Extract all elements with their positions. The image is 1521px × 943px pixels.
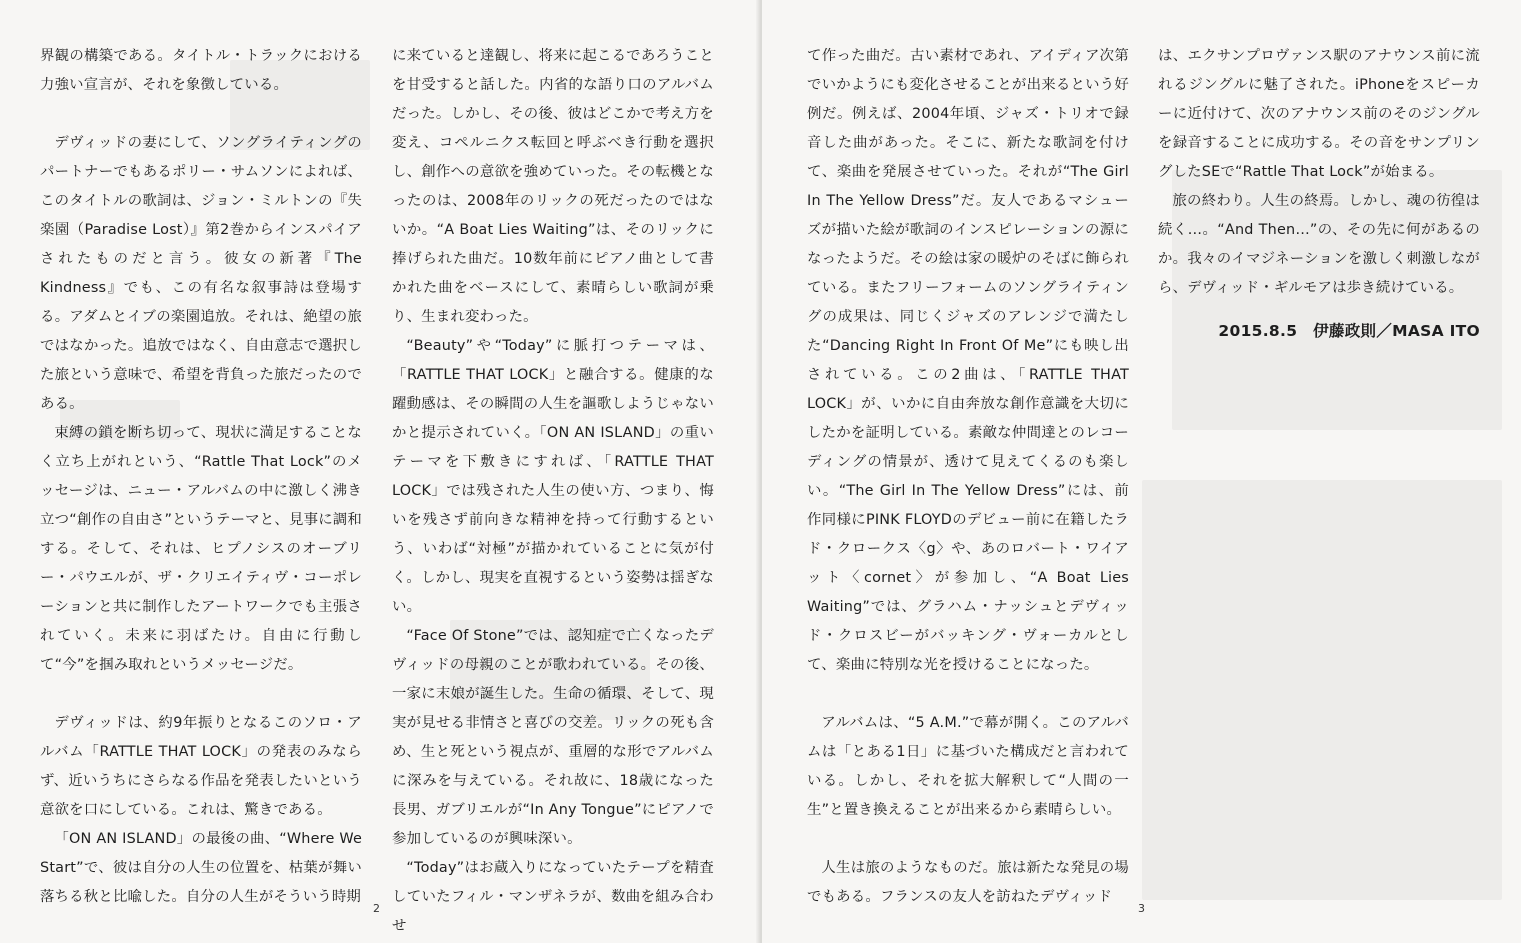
text-column-4: [1158, 42, 1480, 346]
paragraph: に来ていると達観し、将来に起こるであろうことを甘受すると話した。内省的な語り口のアルバムだった。しかし、その後、彼はどこかで考え方を変え、コペルニクス転回と呼ぶべき行動を選択し、創作への意欲を強めていった。その転機となったのは、2008年のリックの死だったのではないか。“A Boat Lies Waiting”は、そのリックに捧げられた曲だ。10数年前にピアノ曲として書かれた曲をベースにして、素晴らしい歌詞が乗り、生まれ変わった。: [392, 48, 714, 325]
text-column-1: [40, 42, 362, 912]
paragraph: “Today”はお蔵入りになっていたテープを精査していたフィル・マンザネラが、数曲を組み合わせ: [392, 860, 714, 934]
page-number: 3: [1138, 902, 1145, 915]
paragraph: “Beauty”や“Today”に脈打つテーマは、「RATTLE THAT LOCK」と融合する。健康的な躍動感は、その瞬間の人生を謳歌しようじゃないかと提示されていく。「ON AN ISLAND」の重いテーマを下敷きにすれば、「RATTLE THAT LOCK」では残された人生の使い方、つまり、悔いを残さず前向きな精神を持って行動するという、いわば“対極”が描かれていることに気が付く。しかし、現実を直視するという姿勢は揺ぎない。: [392, 338, 714, 615]
paragraph: アルバムは、“5 A.M.”で幕が開く。このアルバムは「とある1日」に基づいた構成だと言われている。しかし、それを拡大解釈して“人間の一生”と置き換えることが出来るから素晴らしい。: [807, 715, 1129, 818]
text-column-2: [392, 42, 714, 941]
right-page: [762, 0, 1521, 943]
paragraph: デヴィッドは、約9年振りとなるこのソロ・アルバム「RATTLE THAT LOCK」の発表のみならず、近いうちにさらなる作品を発表したいという意欲を口にしている。これは、驚きである。: [40, 715, 362, 818]
paragraph: 人生は旅のようなものだ。旅は新たな発見の場でもある。フランスの友人を訪ねたデヴィッド: [807, 860, 1129, 905]
paragraph: 束縛の鎖を断ち切って、現状に満足することなく立ち上がれという、“Rattle That Lock”のメッセージは、ニュー・アルバムの中に激しく沸き立つ“創作の自由さ”というテーマと、見事に調和する。そして、それは、ヒプノシスのオーブリー・パウエルが、ザ・クリエイティヴ・コーポレーションと共に制作したアートワークでも主張されていく。未来に羽ばたけ。自由に行動して“今”を掴み取れというメッセージだ。: [40, 425, 362, 673]
page-number: 2: [373, 902, 380, 915]
left-page: [0, 0, 760, 943]
author-signature: 2015.8.5 伊藤政則／MASA ITO: [1218, 322, 1480, 340]
paragraph: “Face Of Stone”では、認知症で亡くなったデヴィッドの母親のことが歌われている。その後、一家に末娘が誕生した。生命の循環、そして、現実が見せる非情さと喜びの交差。リックの死も含め、生と死という視点が、重層的な形でアルバムに深みを与えている。それ故に、18歳になった長男、ガブリエルが“In Any Tongue”にピアノで参加しているのが興味深い。: [392, 628, 714, 847]
paragraph: 「ON AN ISLAND」の最後の曲、“Where We Start”で、彼は自分の人生の位置を、枯葉が舞い落ちる秋と比喩した。自分の人生がそういう時期: [40, 831, 362, 905]
paragraph: 旅の終わり。人生の終焉。しかし、魂の彷徨は続く…。“And Then…”の、その先に何があるのか。我々のイマジネーションを激しく刺激しながら、デヴィッド・ギルモアは歩き続けている。: [1158, 193, 1480, 296]
paragraph: は、エクサンプロヴァンス駅のアナウンス前に流れるジングルに魅了された。iPhoneをスピーカーに近付けて、次のアナウンス前のそのジングルを録音することに成功する。その音をサンプリングしたSEで“Rattle That Lock”が始まる。: [1158, 48, 1480, 180]
paragraph: デヴィッドの妻にして、ソングライティングのパートナーでもあるポリー・サムソンによれば、このタイトルの歌詞は、ジョン・ミルトンの『失楽園（Paradise Lost）』第2巻からインスパイアされたものだと言う。彼女の新著『The Kindness』でも、この有名な叙事詩は登場する。アダムとイブの楽園追放。それは、絶望の旅ではなかった。追放ではなく、自由意志で選択した旅という意味で、希望を背負った旅だったのである。: [40, 135, 362, 412]
paragraph: 界観の構築である。タイトル・トラックにおける力強い宣言が、それを象徴している。: [40, 48, 362, 93]
text-column-3: [807, 42, 1129, 912]
paragraph: て作った曲だ。古い素材であれ、アイディア次第でいかようにも変化させることが出来るという好例だ。例えば、2004年頃、ジャズ・トリオで録音した曲があった。そこに、新たな歌詞を付けて、楽曲を発展させていった。それが“The Girl In The Yellow Dress”だ。友人であるマシューズが描いた絵が歌詞のインスピレーションの源になったようだ。その絵は家の暖炉のそばに飾られている。またフリーフォームのソングライティングの成果は、同じくジャズのアレンジで満たした“Dancing Right In Front Of Me”にも映し出されている。この2曲は、「RATTLE THAT LOCK」が、いかに自由奔放な創作意識を大切にしたかを証明している。素敵な仲間達とのレコーディングの情景が、透けて見えてくるのも楽しい。“The Girl In The Yellow Dress”には、前作同様にPINK FLOYDのデビュー前に在籍したラド・クロークス〈g〉や、あのロバート・ワイアット〈cornet〉が参加し、“A Boat Lies Waiting”では、グラハム・ナッシュとデヴィッド・クロスビーがバッキング・ヴォーカルとして、楽曲に特別な光を授けることになった。: [807, 48, 1129, 673]
